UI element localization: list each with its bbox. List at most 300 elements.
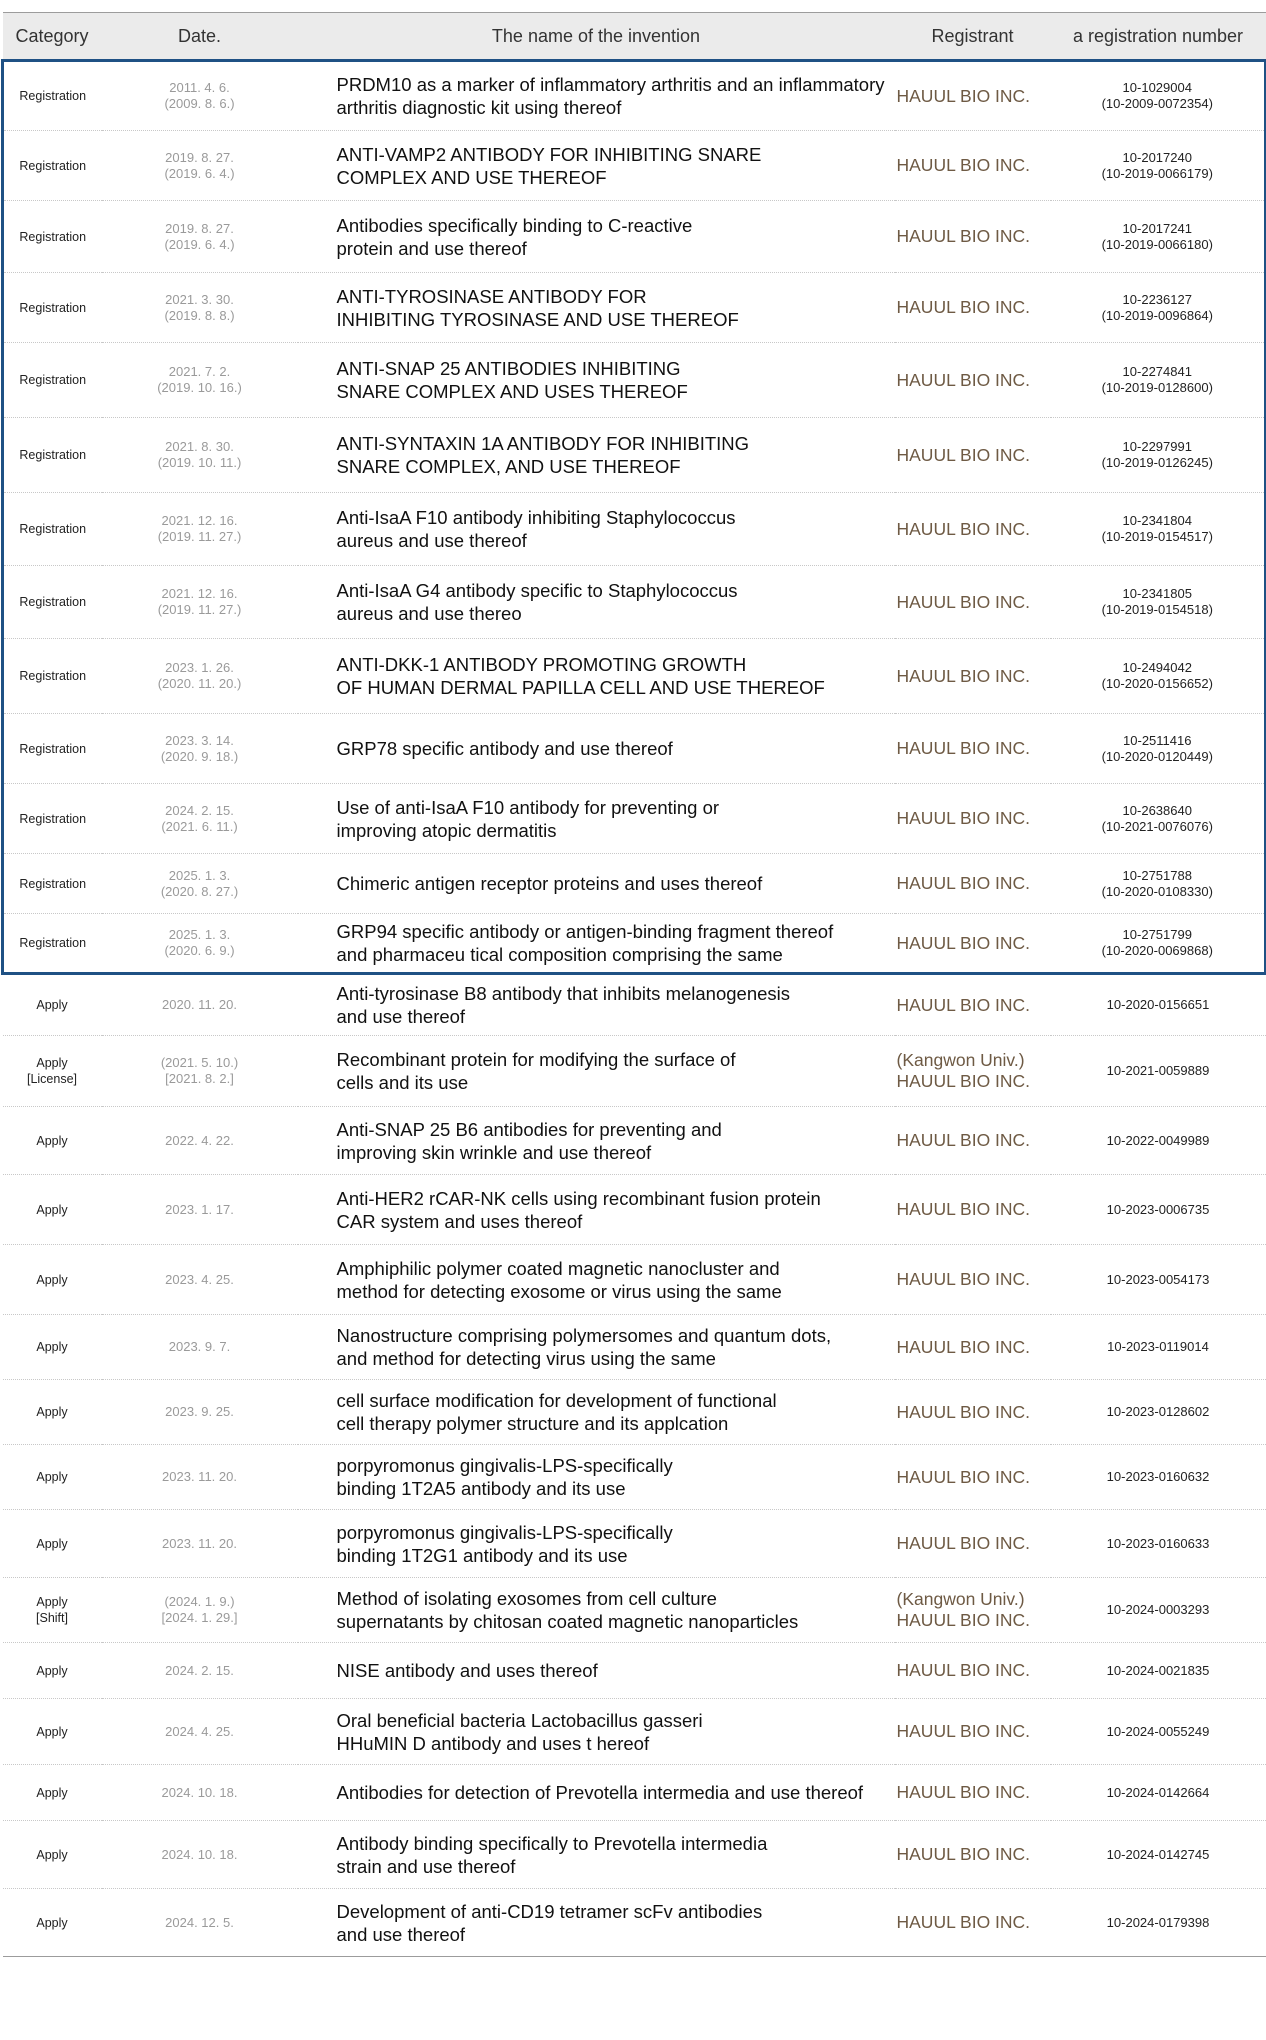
cell-registrant [895, 1889, 1051, 1957]
cell-category-line: [License] [26, 1072, 78, 1086]
cell-date-line: (2021. 6. 11.) [161, 818, 238, 834]
cell-registrant-line: HAUUL BIO INC. [896, 155, 1031, 175]
cell-registrant [895, 1699, 1051, 1765]
cell-date-line: 2023. 9. 25. [165, 1404, 234, 1419]
cell-invention-name-line: ANTI-VAMP2 ANTIBODY FOR INHIBITING SNARE [336, 143, 762, 165]
cell-invention-name-line: supernatants by chitosan coated magnetic nanoparticles [336, 1611, 799, 1632]
cell-category-line: Registration [19, 229, 87, 244]
cell-registration-number-line: 10-2021-0059889 [1106, 1063, 1210, 1078]
cell-invention-name-line: protein and use thereof [336, 237, 527, 259]
cell-date [102, 566, 298, 639]
cell-date [102, 418, 298, 493]
cell-registrant [895, 566, 1051, 639]
cell-invention-name-line: GRP78 specific antibody and use thereof [336, 738, 673, 759]
cell-registrant-line: HAUUL BIO INC. [896, 1533, 1031, 1553]
cell-invention-name-line: INHIBITING TYROSINASE AND USE THEREOF [336, 308, 739, 330]
cell-date [102, 639, 298, 714]
cell-invention-name [298, 974, 895, 1036]
cell-invention-name [298, 131, 895, 201]
cell-date-line: (2019. 8. 8.) [164, 307, 235, 323]
cell-date-line: (2019. 11. 27.) [157, 529, 242, 544]
cell-invention-name-line: arthritis diagnostic kit using thereof [336, 97, 622, 118]
cell-registration-number-line: 10-2751799 [1122, 927, 1192, 942]
cell-registrant [895, 1107, 1051, 1175]
cell-invention-name-line: Antibody binding specifically to Prevotella intermedia [336, 1832, 768, 1854]
cell-date-line: (2019. 10. 11.) [157, 455, 242, 470]
cell-registration-number [1051, 418, 1266, 493]
cell-registrant [895, 1510, 1051, 1578]
cell-date-line: 2023. 3. 14. [165, 732, 234, 748]
cell-date-line: (2019. 6. 4.) [164, 165, 235, 181]
cell-invention-name-line: Use of anti-IsaA F10 antibody for preventing or [336, 796, 720, 818]
cell-category-line: Apply [36, 1470, 68, 1484]
cell-invention-name [298, 714, 895, 784]
cell-invention-name [298, 639, 895, 714]
cell-registrant-line: HAUUL BIO INC. [896, 1721, 1031, 1741]
cell-registrant-line: HAUUL BIO INC. [896, 1401, 1031, 1422]
cell-registrant [895, 1578, 1051, 1643]
cell-invention-name [298, 1643, 895, 1699]
cell-invention-name [298, 914, 895, 974]
cell-category [3, 1036, 102, 1107]
cell-category-line: Apply [36, 1785, 68, 1800]
table-row [3, 1036, 1266, 1107]
cell-category [3, 854, 102, 914]
cell-category [3, 784, 102, 854]
table-row [3, 974, 1266, 1036]
cell-date [102, 1765, 298, 1821]
cell-date-line: (2021. 5. 10.) [160, 1055, 239, 1070]
cell-registration-number [1051, 914, 1266, 974]
cell-invention-name-line: porpyromonus gingivalis-LPS-specifically [336, 1521, 673, 1543]
table-row [3, 273, 1266, 343]
cell-date [102, 1699, 298, 1765]
cell-category [3, 566, 102, 639]
cell-invention-name-line: porpyromonus gingivalis-LPS-specifically [336, 1455, 673, 1476]
cell-date [102, 714, 298, 784]
cell-category [3, 639, 102, 714]
cell-invention-name-line: GRP94 specific antibody or antigen-binding fragment thereof [336, 921, 834, 942]
cell-registration-number [1051, 1510, 1266, 1578]
cell-invention-name-line: cell surface modification for development of functional [336, 1390, 777, 1411]
table-row [3, 1578, 1266, 1643]
cell-invention-name [298, 1821, 895, 1889]
cell-invention-name-line: aureus and use thereo [336, 603, 522, 624]
cell-registrant [895, 1765, 1051, 1821]
cell-invention-name-line: cell therapy polymer structure and its applcation [336, 1413, 729, 1434]
cell-invention-name-line: Oral beneficial bacteria Lactobacillus gasseri [336, 1709, 703, 1731]
header-date: Date. [102, 13, 298, 61]
cell-registration-number [1051, 61, 1266, 131]
cell-registration-number [1051, 1821, 1266, 1889]
cell-registration-number [1051, 639, 1266, 714]
cell-registration-number [1051, 1175, 1266, 1245]
cell-registrant [895, 854, 1051, 914]
cell-registrant-line: HAUUL BIO INC. [896, 226, 1031, 246]
cell-category-line: Registration [19, 595, 87, 609]
cell-registration-number-line: 10-2274841 [1122, 364, 1192, 379]
cell-registration-number [1051, 273, 1266, 343]
cell-invention-name-line: aureus and use thereof [336, 530, 527, 551]
cell-registration-number [1051, 131, 1266, 201]
cell-registrant [895, 273, 1051, 343]
cell-category-line: [Shift] [36, 1611, 68, 1625]
cell-invention-name [298, 493, 895, 566]
cell-date-line: 2023. 11. 20. [162, 1469, 237, 1484]
cell-invention-name-line: Anti-SNAP 25 B6 antibodies for preventing and [336, 1118, 722, 1140]
cell-registration-number-line: (10-2019-0066180) [1101, 236, 1213, 252]
cell-registration-number [1051, 566, 1266, 639]
cell-date [102, 1036, 298, 1107]
table-row [3, 566, 1266, 639]
cell-category-line: Registration [19, 158, 87, 173]
cell-registration-number-line: 10-2024-0021835 [1106, 1662, 1210, 1678]
cell-registration-number-line: 10-2023-0160633 [1106, 1535, 1210, 1551]
cell-invention-name [298, 343, 895, 418]
cell-invention-name [298, 784, 895, 854]
cell-registrant-line: HAUUL BIO INC. [896, 1782, 1031, 1802]
cell-invention-name [298, 1245, 895, 1315]
cell-category [3, 201, 102, 273]
cell-category-line: Apply [36, 1847, 68, 1862]
cell-invention-name [298, 1699, 895, 1765]
cell-registration-number-line: 10-2494042 [1122, 660, 1192, 675]
cell-date [102, 1643, 298, 1699]
cell-registrant-line: HAUUL BIO INC. [896, 85, 1031, 106]
table-row [3, 1699, 1266, 1765]
cell-registration-number-line: 10-2020-0156651 [1106, 997, 1210, 1012]
cell-registration-number [1051, 1315, 1266, 1380]
cell-registration-number-line: (10-2019-0096864) [1101, 307, 1213, 323]
cell-category-line: Apply [36, 1663, 68, 1678]
cell-registration-number-line: (10-2020-0108330) [1101, 883, 1213, 899]
cell-invention-name-line: Nanostructure comprising polymersomes and quantum dots, [336, 1325, 832, 1346]
cell-registration-number [1051, 201, 1266, 273]
cell-registration-number-line: (10-2019-0066179) [1101, 165, 1213, 181]
cell-date [102, 1821, 298, 1889]
cell-registration-number-line: 10-2236127 [1122, 291, 1192, 307]
cell-category [3, 273, 102, 343]
cell-date-line: 2024. 2. 15. [165, 1662, 234, 1678]
cell-date-line: 2024. 10. 18. [161, 1846, 238, 1862]
cell-registrant [895, 131, 1051, 201]
cell-invention-name-line: Amphiphilic polymer coated magnetic nanocluster and [336, 1257, 780, 1279]
cell-date-line: (2019. 10. 16.) [157, 380, 242, 395]
cell-date [102, 61, 298, 131]
cell-date [102, 1889, 298, 1957]
cell-registration-number-line: (10-2019-0128600) [1101, 380, 1213, 395]
table-row [3, 131, 1266, 201]
cell-registration-number [1051, 493, 1266, 566]
cell-registration-number-line: (10-2019-0126245) [1101, 455, 1213, 470]
cell-category [3, 1245, 102, 1315]
cell-category-line: Registration [19, 741, 87, 756]
cell-registrant-line: HAUUL BIO INC. [896, 738, 1031, 758]
cell-registrant-line: HAUUL BIO INC. [896, 591, 1031, 612]
cell-invention-name [298, 1315, 895, 1380]
cell-registration-number-line: 10-2023-0006735 [1106, 1201, 1210, 1217]
cell-invention-name-line: OF HUMAN DERMAL PAPILLA CELL AND USE THEREOF [336, 677, 825, 698]
cell-registrant-line: HAUUL BIO INC. [896, 873, 1031, 893]
cell-registrant-line: (Kangwon Univ.) [896, 1050, 1025, 1070]
cell-category [3, 131, 102, 201]
cell-registration-number-line: (10-2019-0154518) [1101, 602, 1213, 617]
cell-registrant [895, 1380, 1051, 1445]
cell-registration-number [1051, 1643, 1266, 1699]
cell-date-line: 2024. 12. 5. [165, 1914, 234, 1930]
cell-date [102, 1510, 298, 1578]
cell-date-line: [2021. 8. 2.] [165, 1071, 234, 1086]
cell-registration-number [1051, 974, 1266, 1036]
cell-date-line: 2022. 4. 22. [165, 1132, 234, 1148]
table-row [3, 1315, 1266, 1380]
cell-invention-name-line: Anti-IsaA F10 antibody inhibiting Staphylococcus [336, 507, 736, 528]
cell-registrant-line: HAUUL BIO INC. [896, 665, 1031, 686]
cell-category [3, 1889, 102, 1957]
table-row [3, 914, 1266, 974]
cell-date-line: 2019. 8. 27. [165, 220, 234, 236]
cell-date [102, 1315, 298, 1380]
cell-category-line: Apply [36, 1202, 68, 1217]
cell-invention-name-line: improving atopic dermatitis [336, 819, 557, 841]
cell-category-line: Apply [36, 1272, 68, 1287]
cell-category-line: Apply [36, 1133, 68, 1148]
cell-registrant-line: HAUUL BIO INC. [896, 1336, 1031, 1357]
cell-category-line: Registration [19, 876, 87, 891]
cell-category [3, 61, 102, 131]
cell-registrant-line: HAUUL BIO INC. [896, 1912, 1031, 1932]
cell-category [3, 1765, 102, 1821]
cell-invention-name-line: Anti-tyrosinase B8 antibody that inhibits melanogenesis [336, 983, 791, 1004]
cell-registrant [895, 418, 1051, 493]
cell-registrant [895, 493, 1051, 566]
cell-date-line: (2020. 11. 20.) [157, 676, 242, 691]
cell-registrant [895, 1821, 1051, 1889]
cell-registrant-line: HAUUL BIO INC. [896, 1071, 1031, 1091]
table-row [3, 1765, 1266, 1821]
cell-invention-name-line: Antibodies specifically binding to C-reactive [336, 214, 693, 236]
cell-invention-name-line: and use thereof [336, 1006, 466, 1027]
cell-category-line: Apply [36, 1405, 68, 1419]
cell-category-line: Registration [19, 300, 87, 315]
cell-date-line: 2024. 4. 25. [165, 1723, 234, 1739]
cell-invention-name-line: Antibodies for detection of Prevotella intermedia and use thereof [336, 1782, 864, 1803]
cell-category-line: Registration [19, 522, 87, 536]
table-row [3, 714, 1266, 784]
table-row [3, 493, 1266, 566]
cell-category [3, 1175, 102, 1245]
cell-invention-name-line: HHuMIN D antibody and uses t hereof [336, 1732, 650, 1754]
cell-invention-name [298, 1510, 895, 1578]
cell-invention-name-line: and pharmaceu tical composition comprising the same [336, 944, 783, 965]
cell-invention-name [298, 201, 895, 273]
table-row [3, 1175, 1266, 1245]
cell-category [3, 914, 102, 974]
cell-registration-number-line: 10-2022-0049989 [1106, 1132, 1210, 1148]
cell-registration-number [1051, 1699, 1266, 1765]
cell-invention-name-line: Chimeric antigen receptor proteins and uses thereof [336, 873, 763, 894]
cell-date-line: 2021. 8. 30. [165, 439, 234, 454]
cell-date-line: 2023. 9. 7. [168, 1339, 231, 1354]
cell-category-line: Apply [36, 1536, 68, 1551]
cell-registrant-line: HAUUL BIO INC. [896, 518, 1031, 539]
cell-date-line: 2019. 8. 27. [165, 149, 234, 165]
cell-date [102, 493, 298, 566]
cell-registrant [895, 1315, 1051, 1380]
cell-registrant-line: HAUUL BIO INC. [896, 808, 1031, 828]
cell-registrant-line: HAUUL BIO INC. [896, 994, 1031, 1015]
cell-registration-number-line: 10-2024-0003293 [1106, 1602, 1210, 1617]
cell-invention-name [298, 61, 895, 131]
cell-registrant [895, 914, 1051, 974]
cell-date [102, 1445, 298, 1510]
cell-invention-name-line: Anti-IsaA G4 antibody specific to Staphylococcus [336, 580, 738, 601]
cell-date [102, 1578, 298, 1643]
table-row [3, 201, 1266, 273]
cell-registration-number-line: 10-2024-0179398 [1106, 1914, 1210, 1930]
cell-registrant-line: (Kangwon Univ.) [896, 1589, 1025, 1609]
cell-invention-name-line: method for detecting exosome or virus using the same [336, 1280, 782, 1302]
cell-category-line: Registration [19, 89, 87, 103]
header-row [3, 13, 1266, 61]
cell-category [3, 714, 102, 784]
cell-date-line: (2020. 8. 27.) [160, 883, 239, 899]
cell-invention-name [298, 1578, 895, 1643]
cell-category-line: Registration [19, 669, 87, 683]
cell-date-line: 2023. 1. 17. [165, 1201, 234, 1217]
cell-date [102, 1175, 298, 1245]
cell-registrant [895, 61, 1051, 131]
cell-date-line: 2011. 4. 6. [169, 80, 230, 95]
cell-date-line: [2024. 1. 29.] [161, 1610, 238, 1625]
cell-registration-number [1051, 1380, 1266, 1445]
cell-invention-name [298, 1380, 895, 1445]
cell-registrant-line: HAUUL BIO INC. [896, 369, 1031, 390]
cell-invention-name-line: NISE antibody and uses thereof [336, 1660, 598, 1681]
cell-invention-name-line: ANTI-DKK-1 ANTIBODY PROMOTING GROWTH [336, 654, 747, 675]
cell-registration-number-line: 10-2341804 [1122, 513, 1192, 528]
cell-registrant-line: HAUUL BIO INC. [896, 1466, 1031, 1487]
cell-date-line: 2021. 7. 2. [168, 364, 231, 379]
cell-category [3, 493, 102, 566]
cell-registration-number [1051, 1036, 1266, 1107]
cell-invention-name [298, 566, 895, 639]
cell-registrant [895, 639, 1051, 714]
table-row [3, 61, 1266, 131]
cell-registrant [895, 1445, 1051, 1510]
table-row [3, 1380, 1266, 1445]
cell-category [3, 974, 102, 1036]
cell-category [3, 418, 102, 493]
cell-date [102, 273, 298, 343]
cell-registrant [895, 974, 1051, 1036]
cell-registrant [895, 1643, 1051, 1699]
cell-registrant [895, 784, 1051, 854]
cell-invention-name-line: Anti-HER2 rCAR-NK cells using recombinant fusion protein [336, 1187, 821, 1209]
cell-registrant-line: HAUUL BIO INC. [896, 932, 1031, 953]
table-row [3, 1643, 1266, 1699]
cell-registrant [895, 343, 1051, 418]
cell-date [102, 974, 298, 1036]
cell-invention-name [298, 1175, 895, 1245]
cell-invention-name-line: improving skin wrinkle and use thereof [336, 1141, 652, 1163]
cell-registration-number-line: 10-2751788 [1122, 867, 1192, 883]
cell-registration-number-line: 10-1029004 [1122, 80, 1192, 95]
cell-category [3, 1510, 102, 1578]
cell-category [3, 1821, 102, 1889]
cell-date [102, 914, 298, 974]
cell-date-line: (2024. 1. 9.) [164, 1594, 235, 1609]
cell-registrant [895, 1245, 1051, 1315]
table-row [3, 418, 1266, 493]
cell-date [102, 1380, 298, 1445]
cell-registration-number [1051, 1765, 1266, 1821]
cell-registrant-line: HAUUL BIO INC. [896, 1844, 1031, 1864]
cell-invention-name [298, 1765, 895, 1821]
cell-date [102, 1245, 298, 1315]
cell-registrant [895, 201, 1051, 273]
cell-date-line: 2021. 3. 30. [165, 291, 234, 307]
cell-date-line: 2024. 10. 18. [161, 1784, 238, 1800]
cell-category [3, 1699, 102, 1765]
cell-invention-name [298, 1445, 895, 1510]
cell-registration-number-line: (10-2021-0076076) [1101, 818, 1213, 834]
cell-invention-name [298, 1107, 895, 1175]
cell-date-line: 2023. 1. 26. [165, 660, 234, 675]
cell-category-line: Registration [19, 373, 87, 387]
cell-registration-number-line: 10-2024-0055249 [1106, 1723, 1210, 1739]
cell-registration-number-line: 10-2024-0142664 [1106, 1784, 1210, 1800]
cell-registration-number-line: 10-2511416 [1123, 732, 1192, 748]
cell-date [102, 854, 298, 914]
cell-registration-number-line: (10-2020-0069868) [1101, 943, 1213, 958]
table-row [3, 1245, 1266, 1315]
cell-date-line: (2009. 8. 6.) [164, 96, 235, 111]
table-row [3, 1107, 1266, 1175]
cell-registration-number [1051, 343, 1266, 418]
cell-category [3, 1107, 102, 1175]
table-body [3, 61, 1266, 1957]
cell-registrant-line: HAUUL BIO INC. [896, 1269, 1031, 1289]
header-registration-number: a registration number [1051, 13, 1266, 61]
patent-table [1, 12, 1266, 1957]
cell-registration-number [1051, 714, 1266, 784]
cell-date-line: 2021. 12. 16. [161, 586, 238, 601]
cell-category-line: Apply [36, 1595, 68, 1609]
cell-category [3, 1578, 102, 1643]
cell-date-line: 2021. 12. 16. [161, 513, 238, 528]
cell-invention-name-line: Method of isolating exosomes from cell culture [336, 1588, 717, 1609]
cell-invention-name-line: ANTI-SNAP 25 ANTIBODIES INHIBITING [336, 358, 681, 379]
cell-date [102, 131, 298, 201]
cell-date-line: 2023. 11. 20. [162, 1535, 237, 1551]
cell-invention-name [298, 854, 895, 914]
header-category: Category [3, 13, 102, 61]
cell-registration-number-line: 10-2341805 [1122, 586, 1192, 601]
cell-invention-name [298, 1036, 895, 1107]
cell-registrant-line: HAUUL BIO INC. [896, 297, 1031, 317]
cell-invention-name-line: SNARE COMPLEX, AND USE THEREOF [336, 456, 681, 477]
cell-invention-name-line: Development of anti-CD19 tetramer scFv antibodies [336, 1900, 763, 1922]
cell-invention-name [298, 418, 895, 493]
cell-category [3, 1643, 102, 1699]
cell-category-line: Registration [19, 448, 87, 462]
cell-registration-number-line: 10-2023-0119014 [1107, 1339, 1209, 1354]
cell-date [102, 201, 298, 273]
cell-invention-name-line: PRDM10 as a marker of inflammatory arthritis and an inflammatory [336, 74, 885, 95]
cell-registrant-line: HAUUL BIO INC. [896, 1660, 1031, 1680]
cell-invention-name-line: binding 1T2A5 antibody and its use [336, 1478, 626, 1499]
